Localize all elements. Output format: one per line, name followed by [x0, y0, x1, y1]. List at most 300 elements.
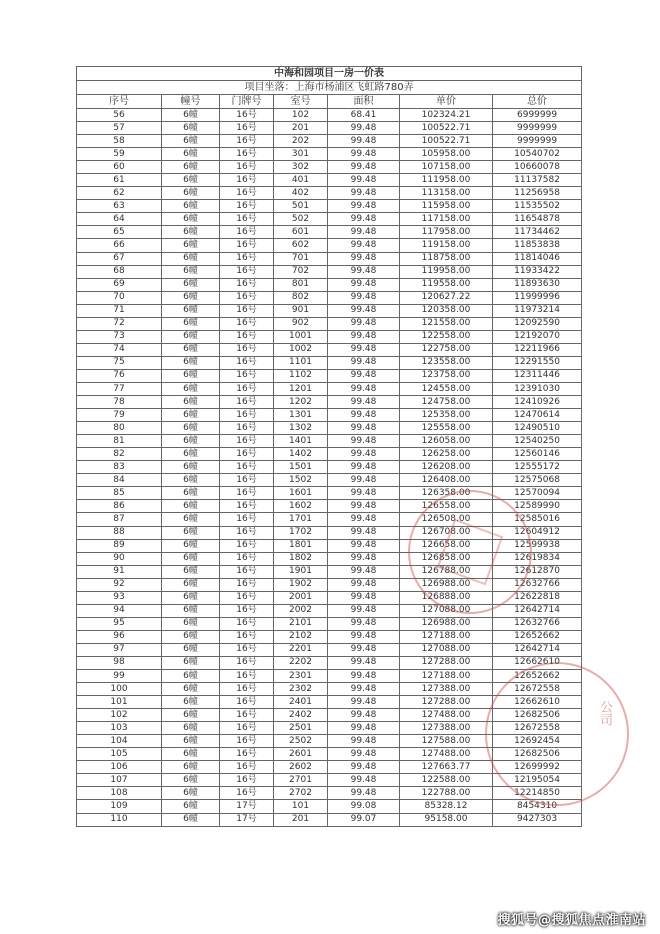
- cell-door-number: 16号: [220, 461, 274, 474]
- cell-door-number: 16号: [220, 161, 274, 174]
- cell-door-number: 16号: [220, 252, 274, 265]
- cell-building: 6幢: [162, 513, 220, 526]
- cell-unit-price: 122758.00: [400, 343, 493, 356]
- cell-serial: 60: [77, 161, 162, 174]
- cell-building: 6幢: [162, 265, 220, 278]
- cell-door-number: 16号: [220, 761, 274, 774]
- cell-area: 99.48: [328, 591, 400, 604]
- cell-room: 1501: [274, 461, 328, 474]
- cell-area: 99.48: [328, 135, 400, 148]
- column-header-door-number: 门牌号: [220, 95, 274, 109]
- cell-building: 6幢: [162, 161, 220, 174]
- cell-area: 99.48: [328, 526, 400, 539]
- cell-total-price: 12642714: [493, 643, 582, 656]
- cell-room: 1702: [274, 526, 328, 539]
- table-row: [77, 578, 582, 591]
- cell-room: 2401: [274, 696, 328, 709]
- cell-total-price: 12642714: [493, 604, 582, 617]
- cell-building: 6幢: [162, 213, 220, 226]
- cell-building: 6幢: [162, 304, 220, 317]
- cell-total-price: 12311446: [493, 369, 582, 382]
- cell-room: 1602: [274, 500, 328, 513]
- cell-building: 6幢: [162, 343, 220, 356]
- cell-area: 99.48: [328, 774, 400, 787]
- cell-unit-price: 126558.00: [400, 500, 493, 513]
- cell-room: 2502: [274, 735, 328, 748]
- table-row: [77, 774, 582, 787]
- cell-serial: 59: [77, 148, 162, 161]
- table-row: [77, 226, 582, 239]
- cell-area: 99.48: [328, 435, 400, 448]
- cell-building: 6幢: [162, 122, 220, 135]
- cell-total-price: 12662610: [493, 696, 582, 709]
- table-row: [77, 265, 582, 278]
- cell-total-price: 11893630: [493, 278, 582, 291]
- cell-area: 99.48: [328, 578, 400, 591]
- cell-total-price: 12682506: [493, 748, 582, 761]
- cell-area: 99.48: [328, 369, 400, 382]
- cell-unit-price: 127488.00: [400, 748, 493, 761]
- table-row: [77, 369, 582, 382]
- cell-serial: 83: [77, 461, 162, 474]
- table-row: [77, 696, 582, 709]
- cell-serial: 77: [77, 382, 162, 395]
- cell-total-price: 11814046: [493, 252, 582, 265]
- cell-door-number: 16号: [220, 135, 274, 148]
- cell-room: 1101: [274, 356, 328, 369]
- cell-serial: 76: [77, 369, 162, 382]
- table-row: [77, 356, 582, 369]
- cell-room: 202: [274, 135, 328, 148]
- cell-room: 1701: [274, 513, 328, 526]
- table-row: [77, 200, 582, 213]
- table-row: [77, 709, 582, 722]
- cell-serial: 92: [77, 578, 162, 591]
- cell-serial: 109: [77, 800, 162, 813]
- cell-total-price: 12570094: [493, 487, 582, 500]
- cell-area: 99.48: [328, 356, 400, 369]
- cell-door-number: 16号: [220, 474, 274, 487]
- table-row: [77, 539, 582, 552]
- cell-total-price: 12575068: [493, 474, 582, 487]
- cell-building: 6幢: [162, 800, 220, 813]
- cell-serial: 78: [77, 396, 162, 409]
- cell-unit-price: 95158.00: [400, 813, 493, 826]
- cell-serial: 105: [77, 748, 162, 761]
- cell-building: 6幢: [162, 500, 220, 513]
- cell-total-price: 12391030: [493, 382, 582, 395]
- cell-unit-price: 126888.00: [400, 591, 493, 604]
- cell-total-price: 12652662: [493, 670, 582, 683]
- cell-area: 99.48: [328, 761, 400, 774]
- cell-total-price: 12540250: [493, 435, 582, 448]
- table-row: [77, 435, 582, 448]
- cell-total-price: 9999999: [493, 135, 582, 148]
- cell-total-price: 12672558: [493, 683, 582, 696]
- cell-room: 901: [274, 304, 328, 317]
- column-header-unit-price: 单价: [400, 95, 493, 109]
- cell-door-number: 16号: [220, 448, 274, 461]
- cell-unit-price: 124558.00: [400, 382, 493, 395]
- cell-serial: 88: [77, 526, 162, 539]
- cell-door-number: 16号: [220, 109, 274, 122]
- cell-door-number: 16号: [220, 683, 274, 696]
- cell-door-number: 16号: [220, 787, 274, 800]
- cell-door-number: 16号: [220, 422, 274, 435]
- cell-room: 2302: [274, 683, 328, 696]
- cell-building: 6幢: [162, 356, 220, 369]
- cell-room: 2501: [274, 722, 328, 735]
- cell-door-number: 16号: [220, 604, 274, 617]
- cell-area: 99.48: [328, 735, 400, 748]
- cell-serial: 64: [77, 213, 162, 226]
- cell-area: 99.48: [328, 643, 400, 656]
- cell-building: 6幢: [162, 709, 220, 722]
- cell-room: 1801: [274, 539, 328, 552]
- cell-door-number: 16号: [220, 356, 274, 369]
- cell-serial: 79: [77, 409, 162, 422]
- cell-room: 1901: [274, 565, 328, 578]
- cell-serial: 97: [77, 643, 162, 656]
- cell-door-number: 16号: [220, 278, 274, 291]
- cell-total-price: 12470614: [493, 409, 582, 422]
- cell-room: 601: [274, 226, 328, 239]
- cell-total-price: 12490510: [493, 422, 582, 435]
- cell-room: 802: [274, 291, 328, 304]
- cell-building: 6幢: [162, 200, 220, 213]
- cell-unit-price: 126358.00: [400, 487, 493, 500]
- column-header-serial: 序号: [77, 95, 162, 109]
- cell-total-price: 11256958: [493, 187, 582, 200]
- cell-area: 99.48: [328, 474, 400, 487]
- cell-room: 1402: [274, 448, 328, 461]
- cell-unit-price: 126508.00: [400, 513, 493, 526]
- cell-total-price: 12214850: [493, 787, 582, 800]
- cell-serial: 80: [77, 422, 162, 435]
- cell-door-number: 16号: [220, 343, 274, 356]
- cell-total-price: 12410926: [493, 396, 582, 409]
- cell-room: 2301: [274, 670, 328, 683]
- table-row: [77, 252, 582, 265]
- cell-unit-price: 102324.21: [400, 109, 493, 122]
- cell-area: 99.48: [328, 500, 400, 513]
- cell-serial: 67: [77, 252, 162, 265]
- cell-unit-price: 126788.00: [400, 565, 493, 578]
- table-row: [77, 722, 582, 735]
- table-row: [77, 552, 582, 565]
- cell-total-price: 12192070: [493, 330, 582, 343]
- table-row: [77, 409, 582, 422]
- cell-total-price: 12699992: [493, 761, 582, 774]
- cell-room: 2001: [274, 591, 328, 604]
- column-header-total-price: 总价: [493, 95, 582, 109]
- cell-unit-price: 126208.00: [400, 461, 493, 474]
- cell-serial: 61: [77, 174, 162, 187]
- table-row: [77, 343, 582, 356]
- cell-building: 6幢: [162, 656, 220, 669]
- table-row: [77, 591, 582, 604]
- cell-serial: 87: [77, 513, 162, 526]
- cell-total-price: 11734462: [493, 226, 582, 239]
- table-row: [77, 213, 582, 226]
- cell-total-price: 12211966: [493, 343, 582, 356]
- source-watermark: 搜狐号@搜狐焦点淮南站: [497, 913, 646, 928]
- cell-area: 68.41: [328, 109, 400, 122]
- cell-unit-price: 127663.77: [400, 761, 493, 774]
- cell-area: 99.48: [328, 787, 400, 800]
- table-row: [77, 643, 582, 656]
- cell-room: 2201: [274, 643, 328, 656]
- price-list-table: [76, 66, 582, 827]
- table-row: [77, 422, 582, 435]
- cell-room: 701: [274, 252, 328, 265]
- cell-unit-price: 85328.12: [400, 800, 493, 813]
- cell-serial: 56: [77, 109, 162, 122]
- cell-total-price: 9427303: [493, 813, 582, 826]
- cell-area: 99.48: [328, 148, 400, 161]
- cell-room: 102: [274, 109, 328, 122]
- cell-door-number: 16号: [220, 174, 274, 187]
- cell-serial: 71: [77, 304, 162, 317]
- table-row: [77, 500, 582, 513]
- cell-total-price: 11933422: [493, 265, 582, 278]
- cell-door-number: 16号: [220, 369, 274, 382]
- cell-area: 99.48: [328, 748, 400, 761]
- cell-building: 6幢: [162, 813, 220, 826]
- cell-door-number: 16号: [220, 291, 274, 304]
- table-row: [77, 800, 582, 813]
- cell-door-number: 16号: [220, 213, 274, 226]
- cell-unit-price: 126858.00: [400, 552, 493, 565]
- table-row: [77, 474, 582, 487]
- cell-building: 6幢: [162, 578, 220, 591]
- cell-room: 902: [274, 317, 328, 330]
- cell-total-price: 12291550: [493, 356, 582, 369]
- table-row: [77, 630, 582, 643]
- table-row: [77, 683, 582, 696]
- cell-building: 6幢: [162, 565, 220, 578]
- table-row: [77, 304, 582, 317]
- cell-door-number: 16号: [220, 382, 274, 395]
- cell-building: 6幢: [162, 774, 220, 787]
- cell-door-number: 17号: [220, 800, 274, 813]
- cell-unit-price: 100522.71: [400, 122, 493, 135]
- cell-area: 99.48: [328, 330, 400, 343]
- cell-total-price: 12604912: [493, 526, 582, 539]
- cell-room: 2601: [274, 748, 328, 761]
- cell-room: 1502: [274, 474, 328, 487]
- cell-total-price: 12585016: [493, 513, 582, 526]
- cell-unit-price: 127588.00: [400, 735, 493, 748]
- cell-building: 6幢: [162, 526, 220, 539]
- cell-unit-price: 115958.00: [400, 200, 493, 213]
- cell-serial: 85: [77, 487, 162, 500]
- cell-area: 99.48: [328, 422, 400, 435]
- cell-door-number: 16号: [220, 748, 274, 761]
- cell-area: 99.48: [328, 709, 400, 722]
- cell-serial: 58: [77, 135, 162, 148]
- cell-unit-price: 113158.00: [400, 187, 493, 200]
- cell-door-number: 16号: [220, 330, 274, 343]
- cell-serial: 66: [77, 239, 162, 252]
- cell-area: 99.48: [328, 539, 400, 552]
- cell-door-number: 16号: [220, 565, 274, 578]
- cell-total-price: 12672558: [493, 722, 582, 735]
- cell-door-number: 16号: [220, 552, 274, 565]
- cell-unit-price: 127088.00: [400, 643, 493, 656]
- header-row: [77, 95, 582, 109]
- cell-room: 1401: [274, 435, 328, 448]
- cell-door-number: 16号: [220, 187, 274, 200]
- cell-building: 6幢: [162, 278, 220, 291]
- cell-unit-price: 105958.00: [400, 148, 493, 161]
- cell-total-price: 12599938: [493, 539, 582, 552]
- cell-serial: 93: [77, 591, 162, 604]
- cell-serial: 104: [77, 735, 162, 748]
- cell-unit-price: 123758.00: [400, 369, 493, 382]
- cell-area: 99.48: [328, 448, 400, 461]
- cell-area: 99.48: [328, 513, 400, 526]
- cell-area: 99.48: [328, 213, 400, 226]
- table-row: [77, 617, 582, 630]
- cell-building: 6幢: [162, 382, 220, 395]
- table-row: [77, 513, 582, 526]
- cell-room: 2402: [274, 709, 328, 722]
- cell-unit-price: 107158.00: [400, 161, 493, 174]
- cell-building: 6幢: [162, 135, 220, 148]
- cell-unit-price: 127188.00: [400, 630, 493, 643]
- cell-total-price: 12195054: [493, 774, 582, 787]
- cell-door-number: 16号: [220, 487, 274, 500]
- cell-serial: 110: [77, 813, 162, 826]
- cell-serial: 106: [77, 761, 162, 774]
- cell-building: 6幢: [162, 748, 220, 761]
- table-row: [77, 748, 582, 761]
- cell-room: 1301: [274, 409, 328, 422]
- cell-serial: 90: [77, 552, 162, 565]
- cell-unit-price: 127388.00: [400, 683, 493, 696]
- cell-unit-price: 125558.00: [400, 422, 493, 435]
- cell-area: 99.48: [328, 565, 400, 578]
- cell-door-number: 16号: [220, 630, 274, 643]
- cell-serial: 102: [77, 709, 162, 722]
- table-row: [77, 174, 582, 187]
- cell-building: 6幢: [162, 435, 220, 448]
- cell-unit-price: 111958.00: [400, 174, 493, 187]
- cell-area: 99.48: [328, 226, 400, 239]
- column-header-building: 幢号: [162, 95, 220, 109]
- cell-building: 6幢: [162, 487, 220, 500]
- cell-building: 6幢: [162, 604, 220, 617]
- cell-room: 501: [274, 200, 328, 213]
- cell-building: 6幢: [162, 396, 220, 409]
- cell-area: 99.48: [328, 396, 400, 409]
- cell-door-number: 16号: [220, 500, 274, 513]
- cell-unit-price: 127088.00: [400, 604, 493, 617]
- cell-building: 6幢: [162, 643, 220, 656]
- cell-area: 99.48: [328, 187, 400, 200]
- cell-building: 6幢: [162, 591, 220, 604]
- cell-unit-price: 123558.00: [400, 356, 493, 369]
- cell-building: 6幢: [162, 722, 220, 735]
- table-row: [77, 813, 582, 826]
- cell-total-price: 12560146: [493, 448, 582, 461]
- table-title: 中海和园项目一房一价表: [77, 67, 582, 81]
- table-row: [77, 787, 582, 800]
- cell-door-number: 16号: [220, 709, 274, 722]
- cell-room: 201: [274, 813, 328, 826]
- cell-unit-price: 126258.00: [400, 448, 493, 461]
- cell-room: 2002: [274, 604, 328, 617]
- cell-building: 6幢: [162, 174, 220, 187]
- table-row: [77, 239, 582, 252]
- cell-unit-price: 125358.00: [400, 409, 493, 422]
- cell-area: 99.48: [328, 252, 400, 265]
- cell-unit-price: 126408.00: [400, 474, 493, 487]
- cell-unit-price: 118758.00: [400, 252, 493, 265]
- cell-serial: 101: [77, 696, 162, 709]
- table-row: [77, 122, 582, 135]
- cell-room: 2101: [274, 617, 328, 630]
- cell-area: 99.48: [328, 487, 400, 500]
- cell-room: 1102: [274, 369, 328, 382]
- cell-area: 99.48: [328, 343, 400, 356]
- cell-building: 6幢: [162, 630, 220, 643]
- cell-area: 99.48: [328, 291, 400, 304]
- table-row: [77, 526, 582, 539]
- cell-total-price: 6999999: [493, 109, 582, 122]
- cell-area: 99.07: [328, 813, 400, 826]
- cell-area: 99.48: [328, 304, 400, 317]
- cell-total-price: 12612870: [493, 565, 582, 578]
- cell-building: 6幢: [162, 109, 220, 122]
- project-address: 项目坐落：上海市杨浦区飞虹路780弄: [77, 81, 582, 95]
- cell-room: 1201: [274, 382, 328, 395]
- cell-room: 2702: [274, 787, 328, 800]
- cell-area: 99.48: [328, 617, 400, 630]
- cell-unit-price: 120358.00: [400, 304, 493, 317]
- cell-building: 6幢: [162, 422, 220, 435]
- cell-building: 6幢: [162, 670, 220, 683]
- table-row: [77, 461, 582, 474]
- cell-unit-price: 119158.00: [400, 239, 493, 252]
- table-row: [77, 161, 582, 174]
- cell-area: 99.48: [328, 382, 400, 395]
- cell-building: 6幢: [162, 683, 220, 696]
- cell-door-number: 16号: [220, 226, 274, 239]
- cell-serial: 100: [77, 683, 162, 696]
- cell-room: 1902: [274, 578, 328, 591]
- cell-area: 99.48: [328, 278, 400, 291]
- cell-unit-price: 127188.00: [400, 670, 493, 683]
- cell-serial: 68: [77, 265, 162, 278]
- cell-room: 2701: [274, 774, 328, 787]
- cell-total-price: 12589990: [493, 500, 582, 513]
- cell-door-number: 16号: [220, 643, 274, 656]
- cell-room: 801: [274, 278, 328, 291]
- cell-room: 201: [274, 122, 328, 135]
- cell-building: 6幢: [162, 252, 220, 265]
- cell-unit-price: 126988.00: [400, 617, 493, 630]
- cell-unit-price: 122788.00: [400, 787, 493, 800]
- cell-building: 6幢: [162, 148, 220, 161]
- cell-door-number: 16号: [220, 670, 274, 683]
- cell-room: 1302: [274, 422, 328, 435]
- cell-unit-price: 122558.00: [400, 330, 493, 343]
- cell-room: 1202: [274, 396, 328, 409]
- cell-door-number: 16号: [220, 735, 274, 748]
- cell-unit-price: 126658.00: [400, 539, 493, 552]
